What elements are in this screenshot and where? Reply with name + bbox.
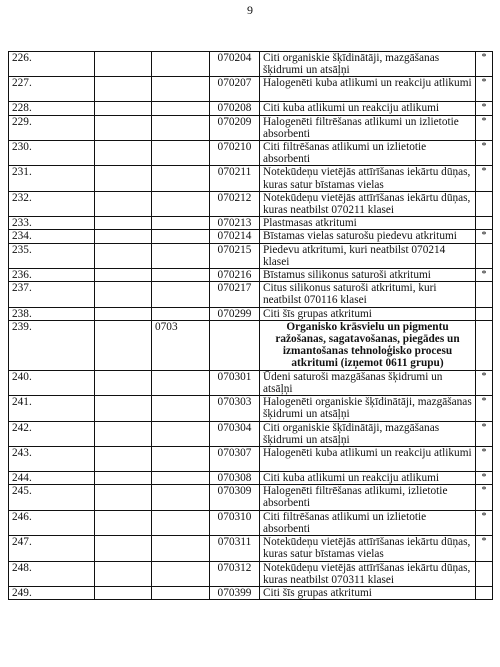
waste-code-cell: 070399 — [210, 586, 260, 599]
waste-code-cell: 070209 — [210, 115, 260, 140]
row-number-cell: 235. — [9, 243, 95, 268]
table-row — [9, 269, 493, 282]
row-number-cell: 226. — [9, 52, 95, 77]
waste-description-cell: Bīstamus silikonus saturoši atkritumi — [260, 269, 476, 282]
hazard-mark-cell: * — [476, 115, 493, 140]
hazard-mark-cell: * — [476, 166, 493, 191]
waste-description-cell: Notekūdeņu vietējās attīrīšanas iekārtu dūņas, kuras satur bīstamas vielas — [260, 166, 476, 191]
subgroup-code-cell — [152, 510, 210, 535]
waste-description-cell: Bīstamas vielas saturošu piedevu atkritumi — [260, 230, 476, 243]
waste-description-cell: Citus silikonus saturoši atkritumi, kuri neatbilst 070116 klasei — [260, 282, 476, 307]
group-code-cell — [95, 485, 152, 510]
row-number-cell: 240. — [9, 370, 95, 395]
hazard-mark-cell — [476, 561, 493, 586]
group-code-cell — [95, 191, 152, 216]
waste-description-cell: Halogenēti kuba atlikumi un reakciju atlikumi — [260, 77, 476, 102]
waste-code-cell: 070211 — [210, 166, 260, 191]
waste-code-cell: 070207 — [210, 77, 260, 102]
hazard-mark-cell — [476, 282, 493, 307]
waste-code-cell: 070311 — [210, 536, 260, 561]
hazard-mark-cell — [476, 307, 493, 320]
table-row — [9, 217, 493, 230]
waste-description-cell: Halogenēti filtrēšanas atlikumi, izlietotie absorbenti — [260, 485, 476, 510]
row-number-cell: 243. — [9, 447, 95, 472]
row-number-cell: 248. — [9, 561, 95, 586]
subgroup-code-cell — [152, 269, 210, 282]
waste-description-cell: Halogenēti kuba atlikumi un reakciju atlikumi — [260, 447, 476, 472]
table-row — [9, 141, 493, 166]
subgroup-code-cell — [152, 115, 210, 140]
waste-code-cell: 070204 — [210, 52, 260, 77]
waste-description-cell: Ūdeni saturoši mazgāšanas šķidrumi un atsāļņi — [260, 370, 476, 395]
group-code-cell — [95, 141, 152, 166]
waste-code-cell: 070303 — [210, 396, 260, 421]
row-number-cell: 247. — [9, 536, 95, 561]
table-row — [9, 472, 493, 485]
table-row — [9, 536, 493, 561]
row-number-cell: 231. — [9, 166, 95, 191]
hazard-mark-cell: * — [476, 421, 493, 446]
waste-description-cell: Piedevu atkritumi, kuri neatbilst 070214 klasei — [260, 243, 476, 268]
row-number-cell: 232. — [9, 191, 95, 216]
subgroup-code-cell — [152, 307, 210, 320]
hazard-mark-cell: * — [476, 472, 493, 485]
waste-description-cell: Citi filtrēšanas atlikumi un izlietotie absorbenti — [260, 510, 476, 535]
row-number-cell: 238. — [9, 307, 95, 320]
waste-description-cell: Citi šīs grupas atkritumi — [260, 307, 476, 320]
waste-code-cell: 070304 — [210, 421, 260, 446]
subgroup-code-cell — [152, 282, 210, 307]
hazard-mark-cell — [476, 586, 493, 599]
waste-code-cell: 070312 — [210, 561, 260, 586]
row-number-cell: 229. — [9, 115, 95, 140]
waste-code-cell: 070208 — [210, 102, 260, 115]
waste-code-cell: 070301 — [210, 370, 260, 395]
waste-code-cell: 070216 — [210, 269, 260, 282]
row-number-cell: 241. — [9, 396, 95, 421]
hazard-mark-cell: * — [476, 510, 493, 535]
row-number-cell: 233. — [9, 217, 95, 230]
row-number-cell: 239. — [9, 320, 95, 370]
subgroup-code-cell — [152, 141, 210, 166]
waste-description-cell: Citi organiskie šķīdinātāji, mazgāšanas šķidrumi un atsāļņi — [260, 52, 476, 77]
waste-code-cell: 070299 — [210, 307, 260, 320]
row-number-cell: 236. — [9, 269, 95, 282]
subgroup-code-cell: 0703 — [152, 320, 210, 370]
table-row — [9, 191, 493, 216]
waste-code-cell — [210, 320, 260, 370]
group-code-cell — [95, 561, 152, 586]
row-number-cell: 234. — [9, 230, 95, 243]
hazard-mark-cell: * — [476, 447, 493, 472]
waste-description-cell: Notekūdeņu vietējās attīrīšanas iekārtu dūņas, kuras neatbilst 070311 klasei — [260, 561, 476, 586]
group-code-cell — [95, 217, 152, 230]
subgroup-code-cell — [152, 485, 210, 510]
waste-code-cell: 070214 — [210, 230, 260, 243]
group-code-cell — [95, 307, 152, 320]
subgroup-code-cell — [152, 217, 210, 230]
table-row — [9, 396, 493, 421]
hazard-mark-cell: * — [476, 485, 493, 510]
table-row — [9, 115, 493, 140]
table-row — [9, 586, 493, 599]
hazard-mark-cell — [476, 320, 493, 370]
table-row — [9, 282, 493, 307]
group-code-cell — [95, 166, 152, 191]
subgroup-code-cell — [152, 77, 210, 102]
table-row — [9, 320, 493, 370]
table-row — [9, 52, 493, 77]
waste-code-cell: 070217 — [210, 282, 260, 307]
group-code-cell — [95, 421, 152, 446]
subgroup-code-cell — [152, 370, 210, 395]
page-number: 9 — [247, 3, 253, 17]
group-code-cell — [95, 52, 152, 77]
group-code-cell — [95, 102, 152, 115]
table-row — [9, 510, 493, 535]
waste-description-cell: Plastmasas atkritumi — [260, 217, 476, 230]
waste-code-cell: 070213 — [210, 217, 260, 230]
table-row — [9, 230, 493, 243]
group-code-cell — [95, 536, 152, 561]
group-code-cell — [95, 115, 152, 140]
subgroup-code-cell — [152, 447, 210, 472]
waste-description-cell: Organisko krāsvielu un pigmentu ražošanas, sagatavošanas, piegādes un izmantošanas tehnoloģisko procesu atkritumi (izņemot 0611 grupu) — [260, 320, 476, 370]
hazard-mark-cell — [476, 217, 493, 230]
waste-code-cell: 070307 — [210, 447, 260, 472]
row-number-cell: 242. — [9, 421, 95, 446]
row-number-cell: 237. — [9, 282, 95, 307]
row-number-cell: 249. — [9, 586, 95, 599]
waste-description-cell: Halogenēti filtrēšanas atlikumi un izlietotie absorbenti — [260, 115, 476, 140]
waste-description-cell: Citi kuba atlikumi un reakciju atlikumi — [260, 102, 476, 115]
subgroup-code-cell — [152, 586, 210, 599]
subgroup-code-cell — [152, 102, 210, 115]
group-code-cell — [95, 269, 152, 282]
subgroup-code-cell — [152, 561, 210, 586]
waste-description-cell: Notekūdeņu vietējās attīrīšanas iekārtu dūņas, kuras neatbilst 070211 klasei — [260, 191, 476, 216]
subgroup-code-cell — [152, 191, 210, 216]
group-code-cell — [95, 472, 152, 485]
hazard-mark-cell: * — [476, 269, 493, 282]
row-number-cell: 228. — [9, 102, 95, 115]
hazard-mark-cell: * — [476, 370, 493, 395]
waste-description-cell: Notekūdeņu vietējās attīrīšanas iekārtu dūņas, kuras satur bīstamas vielas — [260, 536, 476, 561]
group-code-cell — [95, 320, 152, 370]
group-code-cell — [95, 370, 152, 395]
group-code-cell — [95, 396, 152, 421]
waste-description-cell: Citi filtrēšanas atlikumi un izlietotie absorbenti — [260, 141, 476, 166]
group-code-cell — [95, 230, 152, 243]
group-code-cell — [95, 586, 152, 599]
waste-code-cell: 070310 — [210, 510, 260, 535]
table-row — [9, 447, 493, 472]
subgroup-code-cell — [152, 243, 210, 268]
group-code-cell — [95, 510, 152, 535]
hazard-mark-cell: * — [476, 77, 493, 102]
waste-description-cell: Citi kuba atlikumi un reakciju atlikumi — [260, 472, 476, 485]
table-row — [9, 166, 493, 191]
waste-code-cell: 070210 — [210, 141, 260, 166]
table-row — [9, 307, 493, 320]
group-code-cell — [95, 282, 152, 307]
subgroup-code-cell — [152, 166, 210, 191]
table-row — [9, 243, 493, 268]
hazard-mark-cell: * — [476, 102, 493, 115]
waste-description-cell: Halogenēti organiskie šķīdinātāji, mazgāšanas šķidrumi un atsāļņi — [260, 396, 476, 421]
row-number-cell: 245. — [9, 485, 95, 510]
hazard-mark-cell: * — [476, 230, 493, 243]
hazard-mark-cell: * — [476, 52, 493, 77]
waste-description-cell: Citi organiskie šķīdinātāji, mazgāšanas šķidrumi un atsāļņi — [260, 421, 476, 446]
table-row — [9, 370, 493, 395]
group-code-cell — [95, 243, 152, 268]
row-number-cell: 227. — [9, 77, 95, 102]
row-number-cell: 244. — [9, 472, 95, 485]
hazard-mark-cell — [476, 191, 493, 216]
subgroup-code-cell — [152, 52, 210, 77]
waste-code-cell: 070212 — [210, 191, 260, 216]
hazard-mark-cell: * — [476, 396, 493, 421]
subgroup-code-cell — [152, 536, 210, 561]
subgroup-code-cell — [152, 472, 210, 485]
hazard-mark-cell — [476, 243, 493, 268]
table-row — [9, 421, 493, 446]
row-number-cell: 246. — [9, 510, 95, 535]
waste-code-cell: 070308 — [210, 472, 260, 485]
table-row — [9, 102, 493, 115]
subgroup-code-cell — [152, 230, 210, 243]
table-row — [9, 77, 493, 102]
waste-code-cell: 070215 — [210, 243, 260, 268]
hazard-mark-cell: * — [476, 536, 493, 561]
hazard-mark-cell: * — [476, 141, 493, 166]
waste-description-cell: Citi šīs grupas atkritumi — [260, 586, 476, 599]
group-code-cell — [95, 447, 152, 472]
subgroup-code-cell — [152, 396, 210, 421]
row-number-cell: 230. — [9, 141, 95, 166]
table-row — [9, 485, 493, 510]
table-body — [9, 52, 493, 600]
subgroup-code-cell — [152, 421, 210, 446]
waste-classification-table — [8, 51, 493, 600]
waste-code-cell: 070309 — [210, 485, 260, 510]
table-row — [9, 561, 493, 586]
group-code-cell — [95, 77, 152, 102]
